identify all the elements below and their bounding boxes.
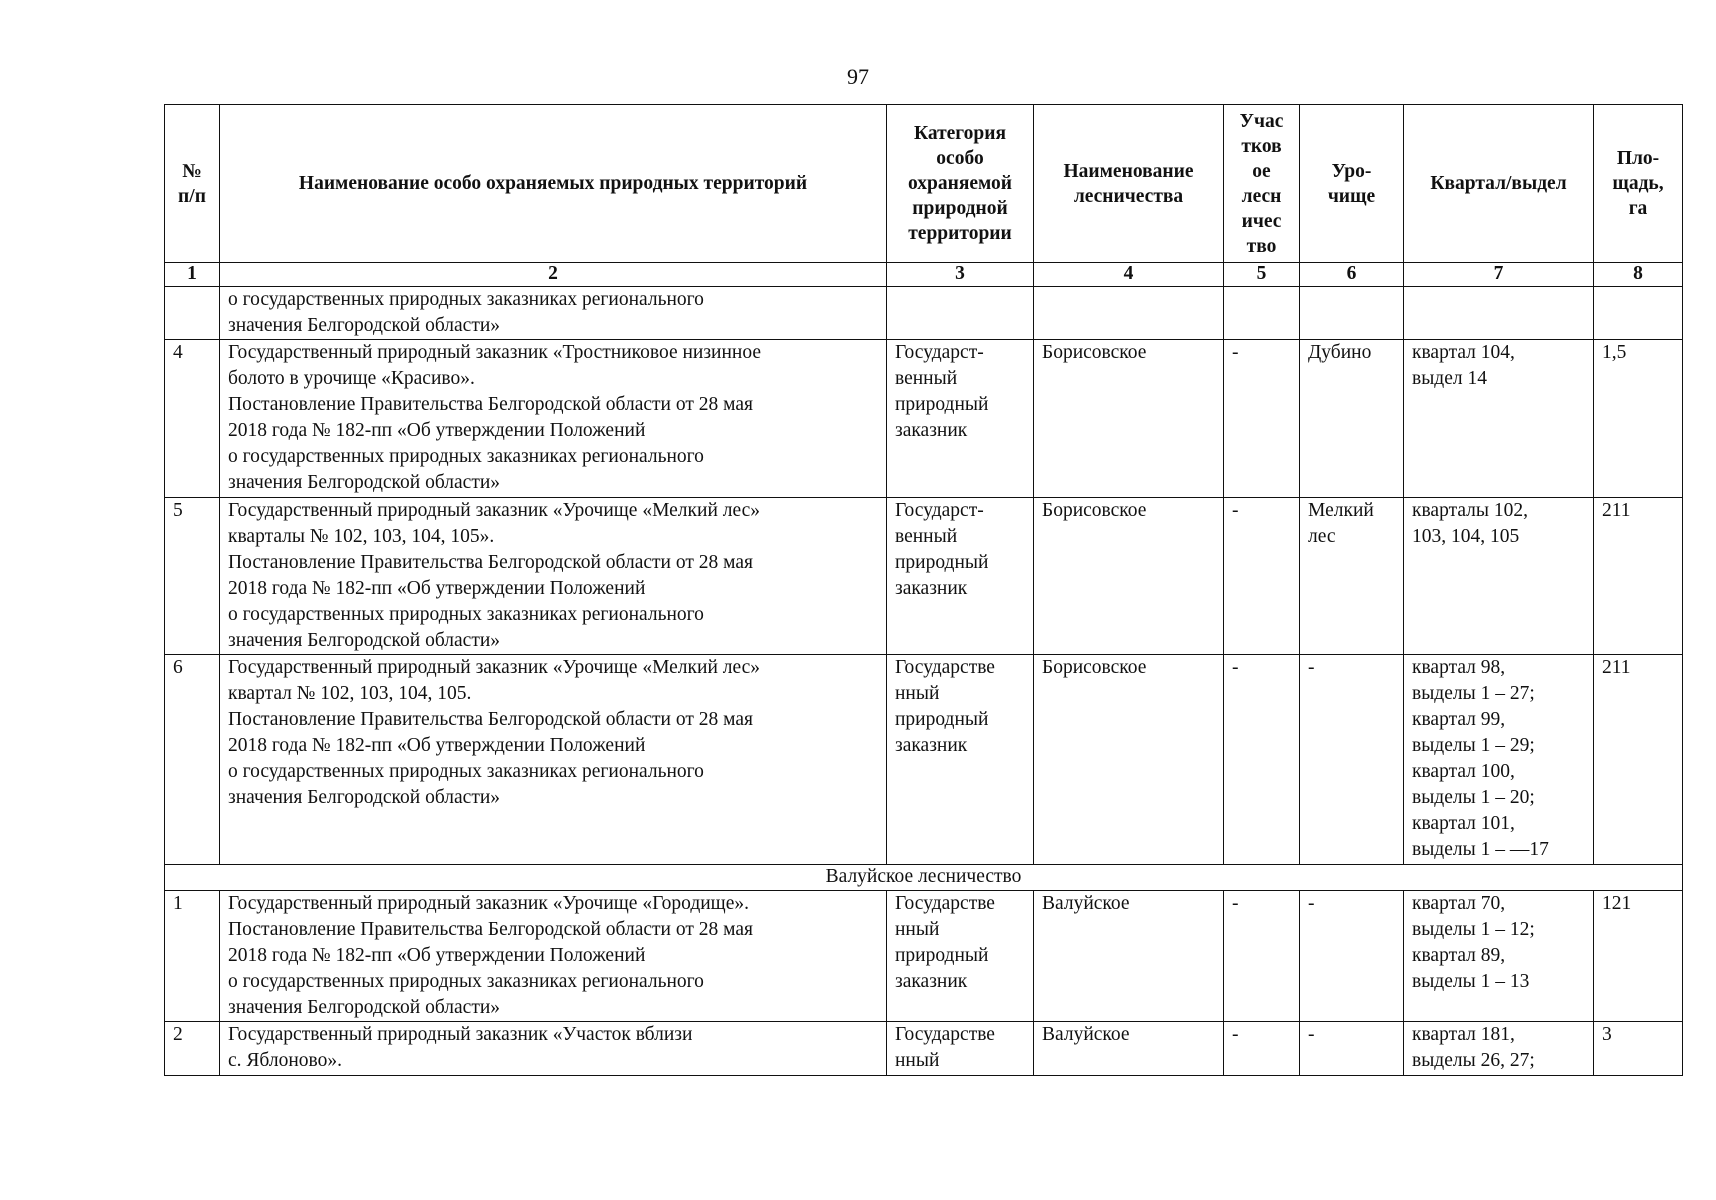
table-body-group-2	[165, 891, 1683, 1076]
continuation-row	[165, 287, 1683, 340]
header-cell: Пло- щадь, га	[1594, 105, 1683, 263]
section-row	[165, 865, 1683, 891]
name-line: кварталы № 102, 103, 104, 105».	[228, 526, 495, 547]
header-cell: Учас тков ое лесн ичес тво	[1224, 105, 1300, 263]
name-line: 2018 года № 182-пп «Об утверждении Положений	[228, 420, 646, 441]
name-cell	[220, 340, 887, 498]
name-line: значения Белгородской области»	[228, 630, 501, 651]
forestry-cell: Борисовское	[1034, 340, 1224, 498]
name-line: Государственный природный заказник «Урочище «Городище».	[228, 893, 749, 914]
area-cell: 121	[1594, 891, 1683, 1022]
name-cell	[220, 498, 887, 655]
name-line: 2018 года № 182-пп «Об утверждении Положений	[228, 735, 646, 756]
category-line: венный	[895, 368, 958, 389]
name-line: значения Белгородской области»	[228, 472, 501, 493]
quarter-line: квартал 101,	[1412, 813, 1515, 834]
name-line: значения Белгородской области»	[228, 315, 501, 336]
tract-cell	[1300, 891, 1404, 1022]
name-line: Государственный природный заказник «Урочище «Мелкий лес»	[228, 500, 761, 521]
quarter-line: квартал 104,	[1412, 342, 1515, 363]
column-number: 5	[1224, 263, 1300, 287]
name-line: о государственных природных заказниках регионального	[228, 604, 704, 625]
column-number: 6	[1300, 263, 1404, 287]
name-line: о государственных природных заказниках регионального	[228, 761, 704, 782]
area-cell: 1,5	[1594, 340, 1683, 498]
column-number: 4	[1034, 263, 1224, 287]
protected-areas-table	[164, 104, 1683, 1076]
quarter-line: выделы 1 – 27;	[1412, 683, 1535, 704]
table-row	[165, 891, 1683, 1022]
name-line: о государственных природных заказниках регионального	[228, 971, 704, 992]
name-cell	[220, 287, 887, 340]
district-cell: -	[1224, 655, 1300, 865]
tract-cell	[1300, 287, 1404, 340]
quarter-line: квартал 70,	[1412, 893, 1506, 914]
header-cell: Наименование особо охраняемых природных территорий	[220, 105, 887, 263]
area-cell	[1594, 287, 1683, 340]
name-line: значения Белгородской области»	[228, 787, 501, 808]
quarter-line: выделы 26, 27;	[1412, 1050, 1535, 1071]
name-line: Постановление Правительства Белгородской области от 28 мая	[228, 919, 753, 940]
category-cell	[887, 891, 1034, 1022]
quarter-line: квартал 99,	[1412, 709, 1506, 730]
quarter-line: выдел 14	[1412, 368, 1487, 389]
category-line: природный	[895, 394, 989, 415]
quarter-line: выделы 1 – —17	[1412, 839, 1549, 860]
name-cell	[220, 891, 887, 1022]
quarter-cell	[1404, 655, 1594, 865]
number-cell	[165, 287, 220, 340]
number-cell: 6	[165, 655, 220, 865]
header-cell: № п/п	[165, 105, 220, 263]
category-line: Государстве	[895, 657, 995, 678]
forestry-cell: Валуйское	[1034, 891, 1224, 1022]
name-line: Постановление Правительства Белгородской области от 28 мая	[228, 552, 753, 573]
district-cell: -	[1224, 1022, 1300, 1076]
district-cell: -	[1224, 498, 1300, 655]
number-cell: 5	[165, 498, 220, 655]
quarter-line: квартал 98,	[1412, 657, 1506, 678]
tract-cell	[1300, 498, 1404, 655]
quarter-cell	[1404, 498, 1594, 655]
category-line: заказник	[895, 578, 968, 599]
quarter-cell	[1404, 1022, 1594, 1076]
quarter-line: выделы 1 – 20;	[1412, 787, 1535, 808]
category-line: нный	[895, 683, 940, 704]
category-cell	[887, 1022, 1034, 1076]
district-cell: -	[1224, 891, 1300, 1022]
tract-line: -	[1308, 893, 1315, 914]
column-number-row	[165, 263, 1683, 287]
number-cell: 1	[165, 891, 220, 1022]
number-cell: 2	[165, 1022, 220, 1076]
name-line: с. Яблоново».	[228, 1050, 342, 1071]
quarter-cell	[1404, 340, 1594, 498]
page-number: 97	[847, 64, 869, 89]
quarter-line: 103, 104, 105	[1412, 526, 1520, 547]
table-body-group-1	[165, 340, 1683, 865]
forestry-cell: Борисовское	[1034, 498, 1224, 655]
category-line: природный	[895, 552, 989, 573]
forestry-cell	[1034, 287, 1224, 340]
tract-cell	[1300, 1022, 1404, 1076]
section-title: Валуйское лесничество	[165, 865, 1683, 891]
name-line: значения Белгородской области»	[228, 997, 501, 1018]
name-line: квартал № 102, 103, 104, 105.	[228, 683, 472, 704]
category-line: природный	[895, 709, 989, 730]
name-line: 2018 года № 182-пп «Об утверждении Положений	[228, 578, 646, 599]
name-line: 2018 года № 182-пп «Об утверждении Положений	[228, 945, 646, 966]
tract-cell	[1300, 340, 1404, 498]
quarter-line: квартал 89,	[1412, 945, 1506, 966]
category-cell	[887, 498, 1034, 655]
category-cell	[887, 340, 1034, 498]
quarter-cell	[1404, 287, 1594, 340]
category-line: природный	[895, 945, 989, 966]
category-line: Государстве	[895, 893, 995, 914]
forestry-cell: Борисовское	[1034, 655, 1224, 865]
header-cell: Уро- чище	[1300, 105, 1404, 263]
name-line: о государственных природных заказниках регионального	[228, 446, 704, 467]
quarter-line: квартал 181,	[1412, 1024, 1515, 1045]
table-row	[165, 1022, 1683, 1076]
tract-cell	[1300, 655, 1404, 865]
column-number: 2	[220, 263, 887, 287]
tract-line: Мелкий	[1308, 500, 1374, 521]
district-cell	[1224, 287, 1300, 340]
header-cell: Категория особо охраняемой природной территории	[887, 105, 1034, 263]
category-line: венный	[895, 526, 958, 547]
forestry-cell: Валуйское	[1034, 1022, 1224, 1076]
tract-line: -	[1308, 1024, 1315, 1045]
tract-line: Дубино	[1308, 342, 1372, 363]
area-cell: 211	[1594, 498, 1683, 655]
header-cell: Наименование лесничества	[1034, 105, 1224, 263]
area-cell: 3	[1594, 1022, 1683, 1076]
name-line: Государственный природный заказник «Тростниковое низинное	[228, 342, 761, 363]
quarter-cell	[1404, 891, 1594, 1022]
category-line: заказник	[895, 735, 968, 756]
name-line: Государственный природный заказник «Урочище «Мелкий лес»	[228, 657, 761, 678]
name-cell	[220, 1022, 887, 1076]
name-line: болото в урочище «Красиво».	[228, 368, 475, 389]
quarter-line: выделы 1 – 29;	[1412, 735, 1535, 756]
header-row	[165, 105, 1683, 263]
district-cell: -	[1224, 340, 1300, 498]
quarter-line: выделы 1 – 12;	[1412, 919, 1535, 940]
category-line: Государст-	[895, 342, 984, 363]
quarter-line: квартал 100,	[1412, 761, 1515, 782]
quarter-line: выделы 1 – 13	[1412, 971, 1530, 992]
name-line: о государственных природных заказниках регионального	[228, 289, 704, 310]
number-cell: 4	[165, 340, 220, 498]
name-line: Постановление Правительства Белгородской области от 28 мая	[228, 709, 753, 730]
quarter-line: кварталы 102,	[1412, 500, 1528, 521]
category-line: Государст-	[895, 500, 984, 521]
category-line: нный	[895, 919, 940, 940]
name-cell	[220, 655, 887, 865]
category-line: нный	[895, 1050, 940, 1071]
column-number: 7	[1404, 263, 1594, 287]
name-line: Государственный природный заказник «Участок вблизи	[228, 1024, 693, 1045]
area-cell: 211	[1594, 655, 1683, 865]
category-cell	[887, 287, 1034, 340]
table-row	[165, 498, 1683, 655]
column-number: 8	[1594, 263, 1683, 287]
category-line: заказник	[895, 971, 968, 992]
header-cell: Квартал/выдел	[1404, 105, 1594, 263]
tract-line: -	[1308, 657, 1315, 678]
tract-line: лес	[1308, 526, 1336, 547]
category-line: Государстве	[895, 1024, 995, 1045]
column-number: 1	[165, 263, 220, 287]
category-cell	[887, 655, 1034, 865]
column-number: 3	[887, 263, 1034, 287]
name-line: Постановление Правительства Белгородской области от 28 мая	[228, 394, 753, 415]
category-line: заказник	[895, 420, 968, 441]
table-row	[165, 655, 1683, 865]
table-row	[165, 340, 1683, 498]
